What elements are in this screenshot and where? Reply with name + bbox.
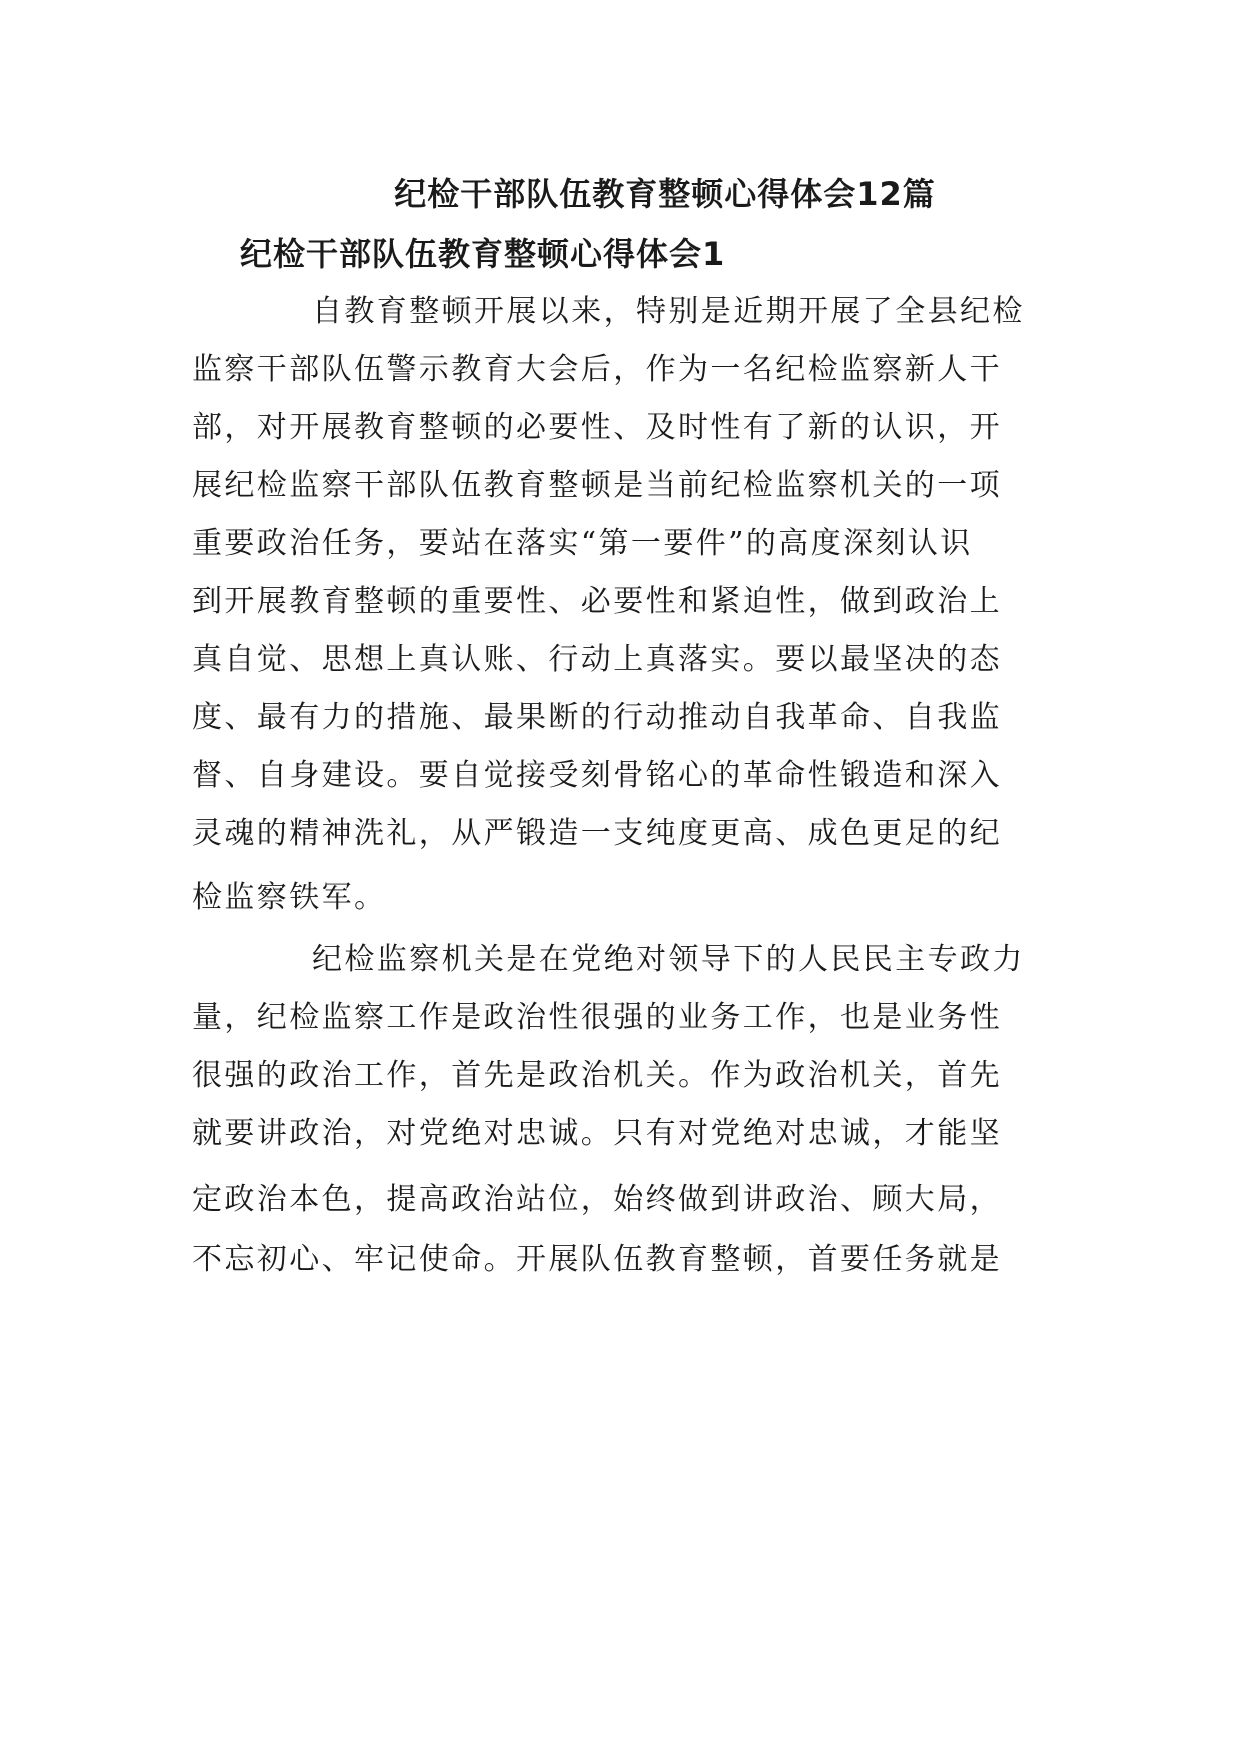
section-heading: 纪检干部队伍教育整顿心得体会1	[240, 235, 726, 273]
paragraph-line: 到开展教育整顿的重要性、必要性和紧迫性，做到政治上	[192, 584, 1002, 619]
paragraph-line: 不忘初心、牢记使命。开展队伍教育整顿，首要任务就是	[192, 1242, 1002, 1277]
paragraph-line: 督、自身建设。要自觉接受刻骨铭心的革命性锻造和深入	[192, 758, 1002, 793]
paragraph-line: 很强的政治工作，首先是政治机关。作为政治机关，首先	[192, 1058, 1002, 1093]
paragraph-line: 监察干部队伍警示教育大会后，作为一名纪检监察新人干	[192, 352, 1002, 387]
paragraph-line: 量，纪检监察工作是政治性很强的业务工作，也是业务性	[192, 1000, 1002, 1035]
paragraph-line: 真自觉、思想上真认账、行动上真落实。要以最坚决的态	[192, 642, 1002, 677]
paragraph-line: 重要政治任务，要站在落实“第一要件”的高度深刻认识	[192, 526, 973, 561]
paragraph-line: 定政治本色，提高政治站位，始终做到讲政治、顾大局，	[192, 1182, 1002, 1217]
paragraph-line: 灵魂的精神洗礼，从严锻造一支纯度更高、成色更足的纪	[192, 816, 1002, 851]
document-title: 纪检干部队伍教育整顿心得体会12篇	[394, 175, 936, 213]
paragraph-line: 展纪检监察干部队伍教育整顿是当前纪检监察机关的一项	[192, 468, 1002, 503]
paragraph-line: 检监察铁军。	[192, 880, 387, 915]
paragraph-line: 度、最有力的措施、最果断的行动推动自我革命、自我监	[192, 700, 1002, 735]
paragraph-line: 部，对开展教育整顿的必要性、及时性有了新的认识，开	[192, 410, 1002, 445]
paragraph-line: 自教育整顿开展以来，特别是近期开展了全县纪检	[312, 294, 1025, 329]
paragraph-line: 纪检监察机关是在党绝对领导下的人民民主专政力	[312, 942, 1025, 977]
paragraph-line: 就要讲政治，对党绝对忠诚。只有对党绝对忠诚，才能坚	[192, 1116, 1002, 1151]
